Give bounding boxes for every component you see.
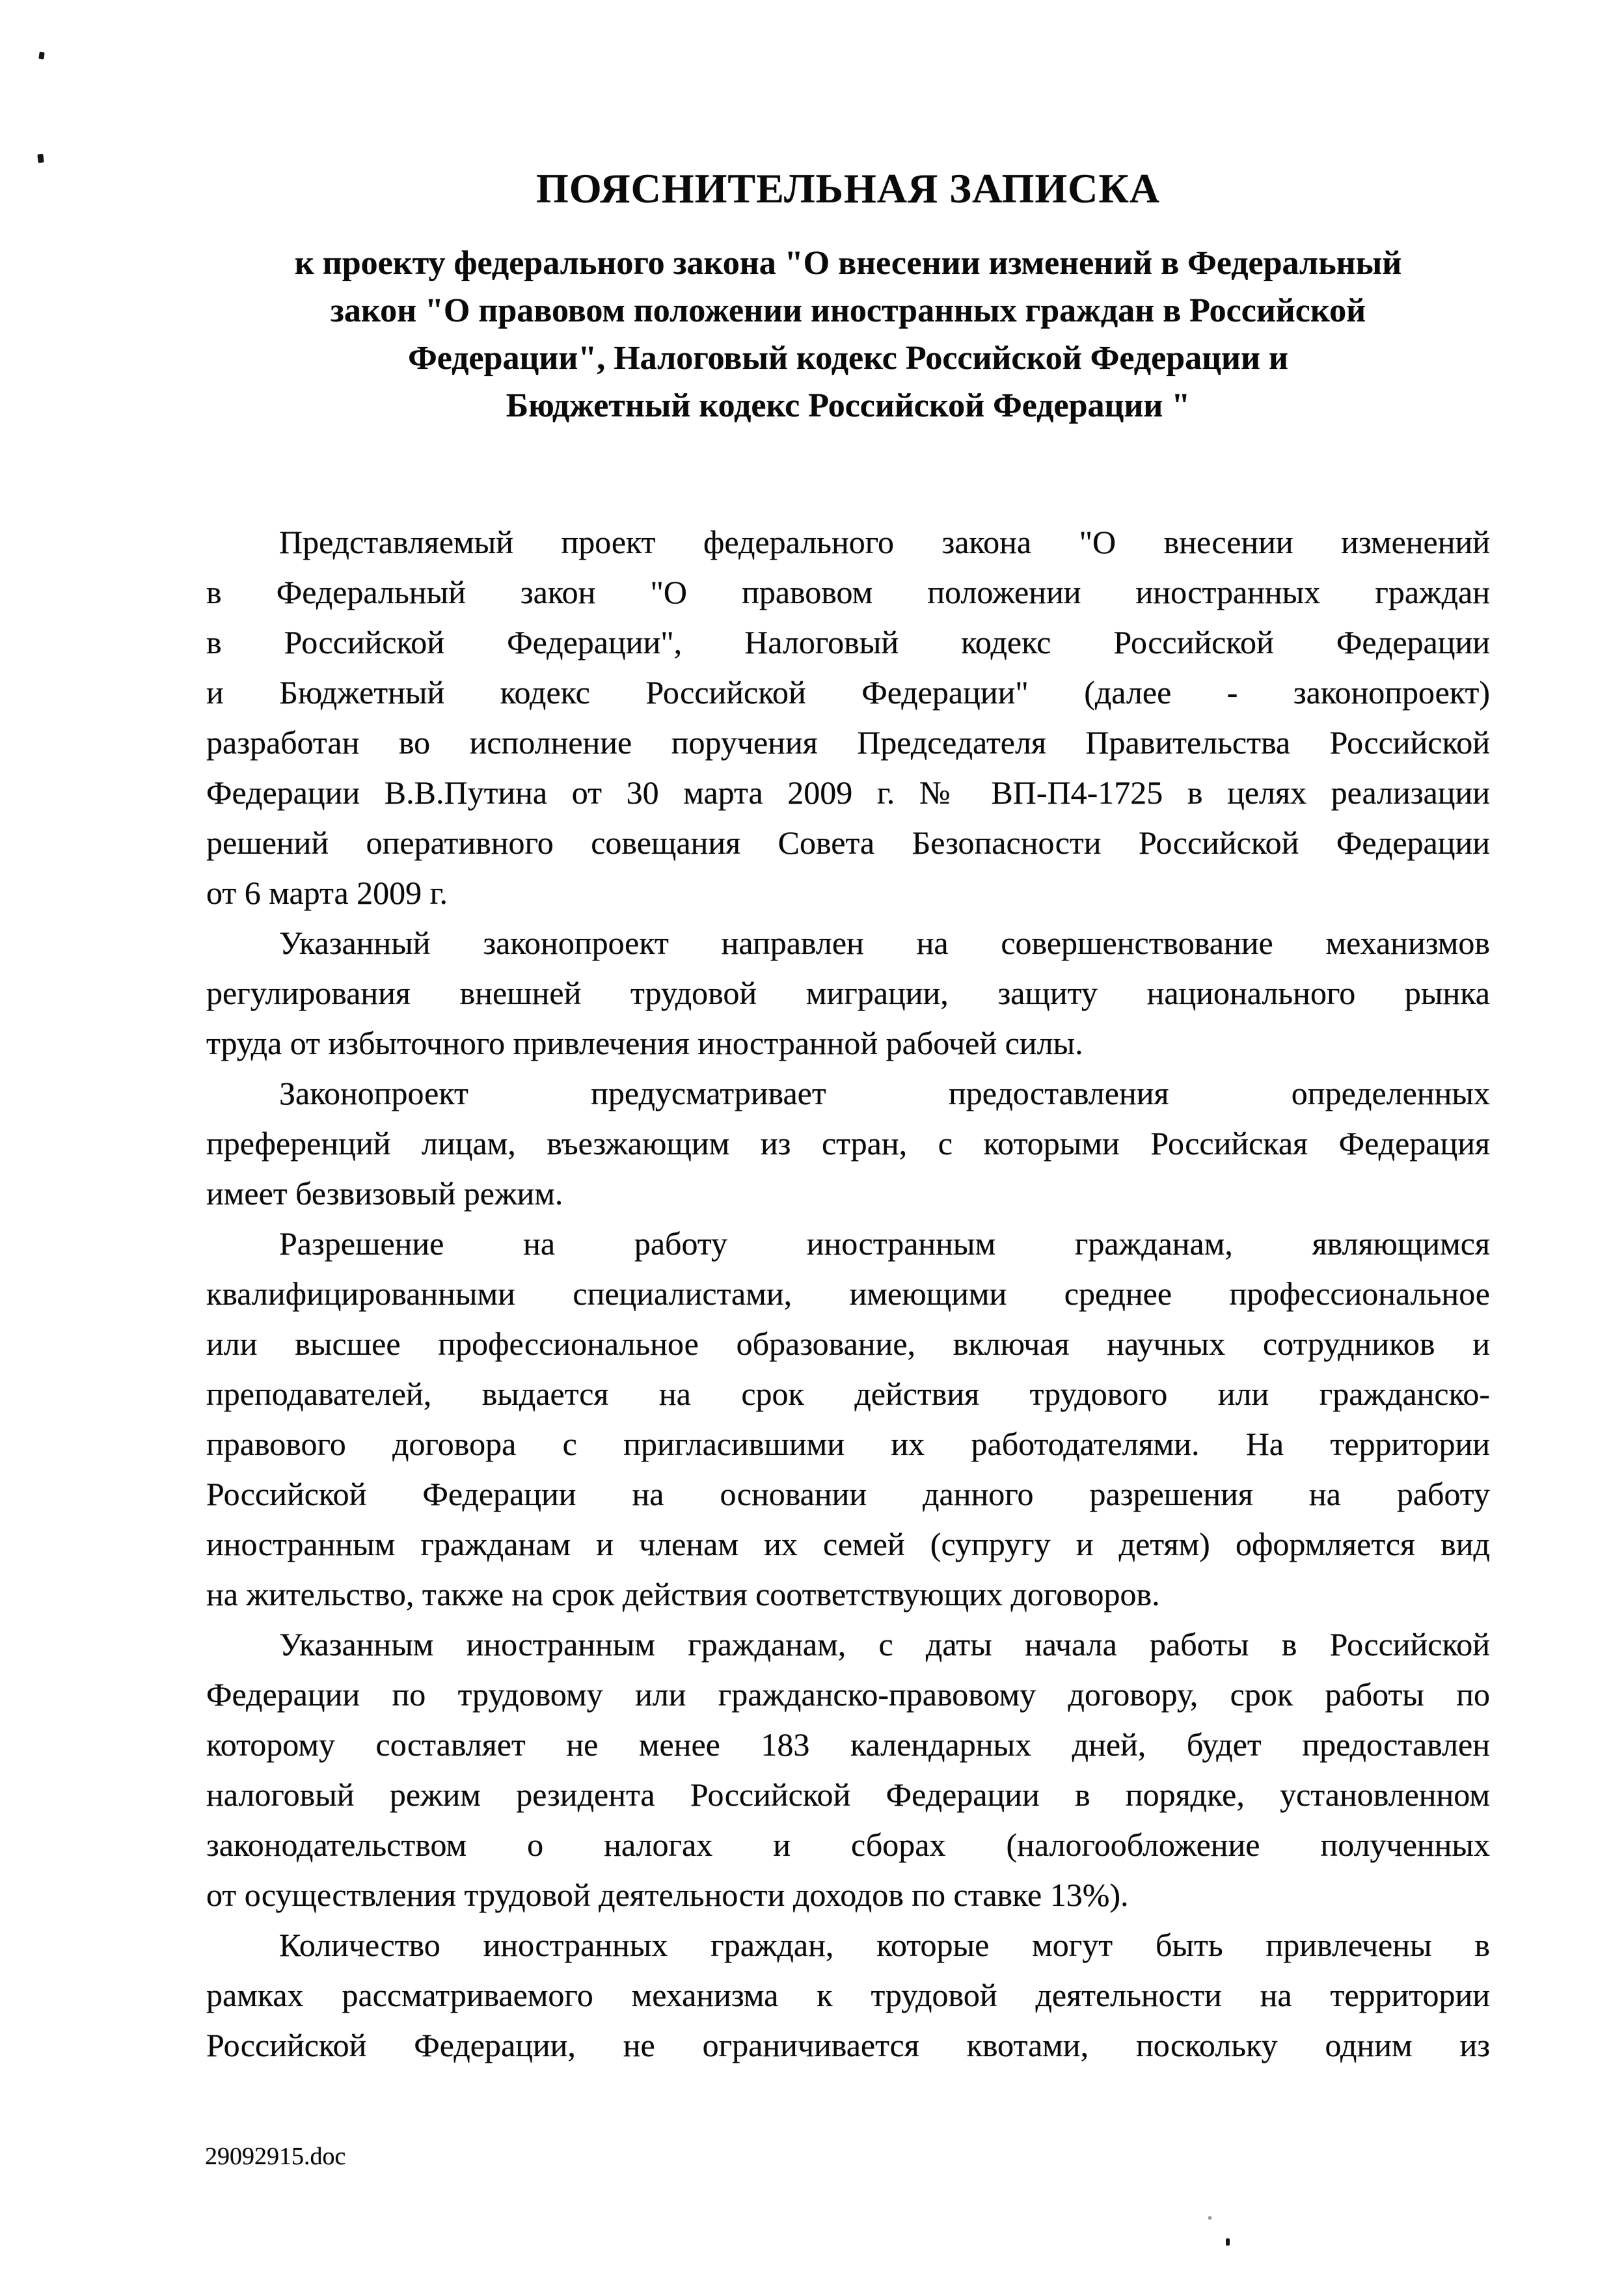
text-line: Указанный законопроект направлен на совершенствование механизмов xyxy=(279,925,1490,961)
document-title: ПОЯСНИТЕЛЬНАЯ ЗАПИСКА xyxy=(536,165,1160,211)
text-line: регулирования внешней трудовой миграции, защиту национального рынка xyxy=(206,975,1490,1011)
text-line: на жительство, также на срок действия соответствующих договоров. xyxy=(206,1576,1160,1612)
text-line: правового договора с пригласившими их работодателями. На территории xyxy=(206,1426,1490,1462)
text-line: в Федеральный закон "О правовом положении иностранных граждан xyxy=(206,574,1490,610)
document-content xyxy=(206,165,1490,2071)
text-line: квалифицированными специалистами, имеющими среднее профессиональное xyxy=(206,1275,1490,1312)
subtitle-line: к проекту федерального закона "О внесении изменений в Федеральный xyxy=(294,245,1402,282)
text-line: которому составляет не менее 183 календарных дней, будет предоставлен xyxy=(206,1726,1490,1763)
text-line: Российской Федерации на основании данного разрешения на работу xyxy=(206,1476,1490,1512)
text-line: Федерации В.В.Путина от 30 марта 2009 г. № ВП-П4-1725 в целях реализации xyxy=(206,774,1490,811)
text-line: рамках рассматриваемого механизма к трудовой деятельности на территории xyxy=(206,1977,1490,2013)
scan-artifact-dot xyxy=(37,154,44,163)
subtitle-line: закон "О правовом положении иностранных граждан в Российской xyxy=(330,292,1366,329)
text-line: разработан во исполнение поручения Председателя Правительства Российской xyxy=(206,724,1490,761)
text-line: иностранным гражданам и членам их семей (супругу и детям) оформляется вид xyxy=(206,1526,1490,1562)
scan-artifact-dot xyxy=(1226,2238,1230,2246)
footer-filename: 29092915.doc xyxy=(205,2143,346,2170)
paragraph xyxy=(206,918,1490,1068)
text-line: Законопроект предусматривает предоставления определенных xyxy=(279,1075,1490,1111)
text-line: от осуществления трудовой деятельности доходов по ставке 13%). xyxy=(206,1877,1129,1913)
text-line: Количество иностранных граждан, которые могут быть привлечены в xyxy=(279,1927,1490,1963)
paragraph xyxy=(206,517,1490,918)
text-line: преподавателей, выдается на срок действия трудового или гражданско- xyxy=(206,1376,1490,1412)
scan-artifact-dot xyxy=(38,51,44,59)
text-line: Российской Федерации, не ограничивается квотами, поскольку одним из xyxy=(206,2027,1490,2063)
paragraph xyxy=(206,1068,1490,1219)
text-line: законодательством о налогах и сборах (налогообложение полученных xyxy=(206,1827,1490,1863)
text-line: Федерации по трудовому или гражданско-правовому договору, срок работы по xyxy=(206,1676,1490,1713)
text-line: имеет безвизовый режим. xyxy=(206,1175,563,1212)
scan-artifact-dot xyxy=(1208,2216,1211,2220)
text-line: Разрешение на работу иностранным гражданам, являющимся xyxy=(279,1225,1490,1262)
text-line: Представляемый проект федерального закона "О внесении изменений xyxy=(279,524,1490,560)
text-line: в Российской Федерации", Налоговый кодекс Российской Федерации xyxy=(206,624,1490,660)
text-line: и Бюджетный кодекс Российской Федерации" (далее - законопроект) xyxy=(206,674,1490,711)
document-body xyxy=(206,517,1490,2071)
paragraph xyxy=(206,1219,1490,1620)
subtitle-line: Федерации", Налоговый кодекс Российской Федерации и xyxy=(408,340,1288,377)
text-line: налоговый режим резидента Российской Федерации в порядке, установленном xyxy=(206,1776,1490,1813)
text-line: или высшее профессиональное образование, включая научных сотрудников и xyxy=(206,1325,1490,1362)
paragraph xyxy=(206,1620,1490,1920)
paragraph xyxy=(206,1920,1490,2071)
text-line: от 6 марта 2009 г. xyxy=(206,875,448,911)
text-line: труда от избыточного привлечения иностранной рабочей силы. xyxy=(206,1025,1083,1061)
document-subtitle xyxy=(206,239,1490,429)
text-line: преференций лицам, въезжающим из стран, с которыми Российская Федерация xyxy=(206,1125,1490,1161)
subtitle-line: Бюджетный кодекс Российской Федерации " xyxy=(506,387,1191,424)
text-line: решений оперативного совещания Совета Безопасности Российской Федерации xyxy=(206,824,1490,861)
text-line: Указанным иностранным гражданам, с даты начала работы в Российской xyxy=(279,1626,1490,1663)
